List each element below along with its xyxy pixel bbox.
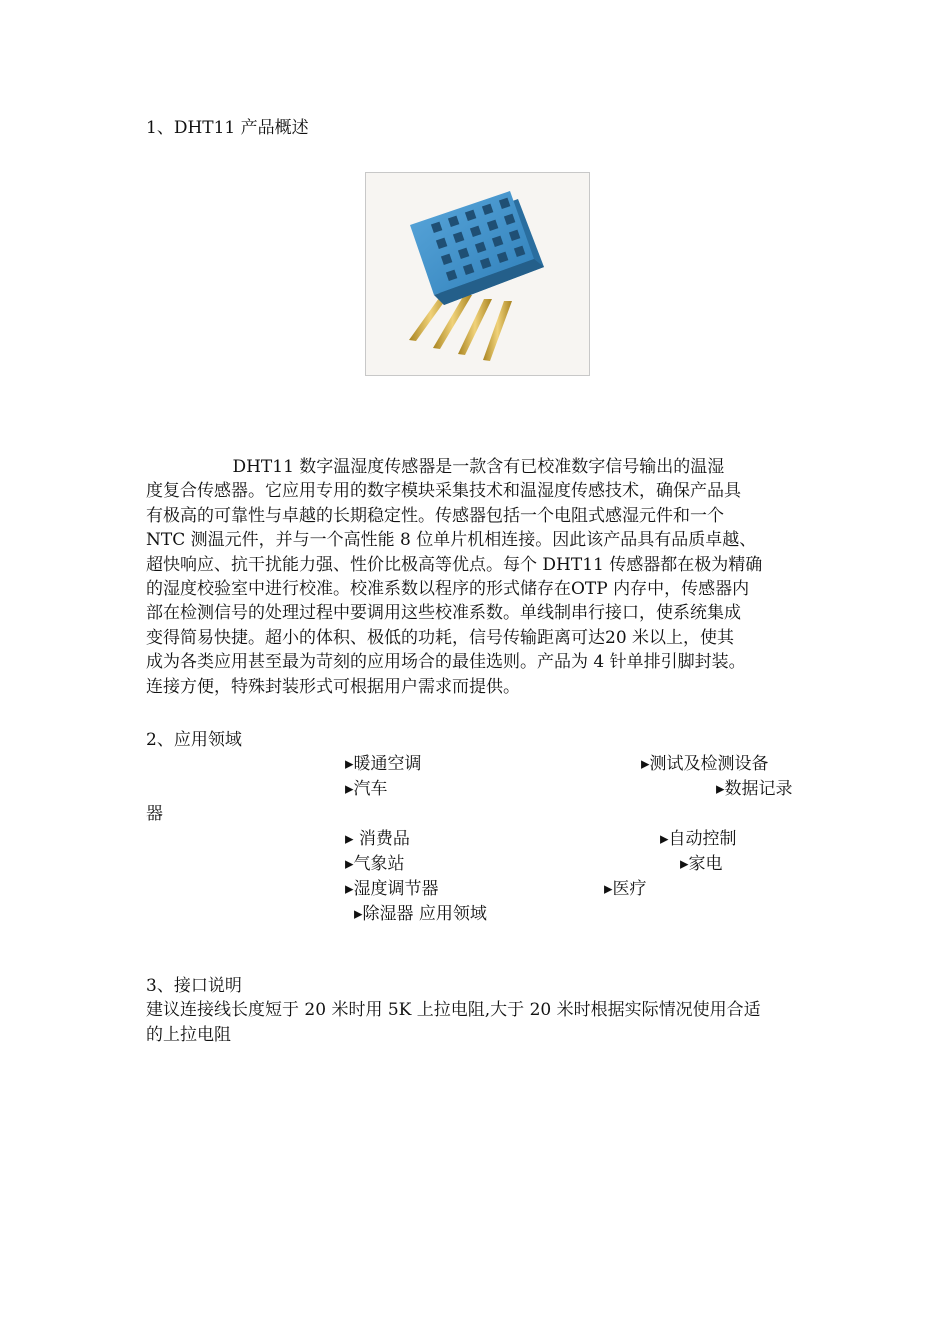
- app-item-consumer: ▸ 消费品: [345, 829, 410, 849]
- paragraph-line: 连接方便，特殊封装形式可根据用户需求而提供。: [146, 676, 520, 697]
- paragraph-line: 有极高的可靠性与卓越的长期稳定性。传感器包括一个电阻式感湿元件和一个: [146, 505, 724, 526]
- section-3-heading: 3、接口说明: [146, 976, 242, 996]
- dht11-sensor-illustration: [366, 173, 589, 375]
- app-item-medical: ▸医疗: [604, 879, 647, 899]
- paragraph-line: 超快响应、抗干扰能力强、性价比极高等优点。每个 DHT11 传感器都在极为精确: [146, 554, 763, 575]
- app-item-weather-station: ▸气象站: [345, 854, 405, 874]
- interface-note-line-1: 建议连接线长度短于 20 米时用 5K 上拉电阻,大于 20 米时根据实际情况使用合适: [146, 1000, 761, 1020]
- paragraph-line: 变得简易快捷。超小的体积、极低的功耗，信号传输距离可达20 米以上，使其: [146, 627, 735, 648]
- paragraph-line: 度复合传感器。它应用专用的数字模块采集技术和温湿度传感技术，确保产品具: [146, 481, 741, 502]
- paragraph-line: DHT11 数字温湿度传感器是一款含有已校准数字信号输出的温湿: [146, 457, 725, 477]
- paragraph-line: 部在检测信号的处理过程中要调用这些校准系数。单线制串行接口，使系统集成: [146, 603, 741, 624]
- paragraph-line: 成为各类应用甚至最为苛刻的应用场合的最佳选则。产品为 4 针单排引脚封装。: [146, 652, 746, 673]
- interface-note-line-2: 的上拉电阻: [146, 1025, 231, 1045]
- section-1-heading: 1、DHT11 产品概述: [146, 118, 309, 138]
- app-item-data-logger-wrap: 器: [146, 804, 163, 824]
- app-item-test-equipment: ▸测试及检测设备: [641, 754, 769, 774]
- paragraph-line: 的湿度校验室中进行校准。校准系数以程序的形式储存在OTP 内存中，传感器内: [146, 578, 750, 599]
- product-overview-paragraph: [146, 455, 811, 699]
- paragraph-line: NTC 测温元件，并与一个高性能 8 位单片机相连接。因此该产品具有品质卓越、: [146, 530, 757, 551]
- app-item-home-appliance: ▸家电: [680, 854, 723, 874]
- dht11-sensor-image: [365, 172, 590, 376]
- app-item-automotive: ▸汽车: [345, 779, 388, 799]
- section-2-heading: 2、应用领域: [146, 730, 242, 750]
- app-item-humidity-regulator: ▸湿度调节器: [345, 879, 439, 899]
- app-item-auto-control: ▸自动控制: [660, 829, 737, 849]
- app-item-dehumidifier: ▸除湿器 应用领域: [354, 904, 487, 924]
- app-item-hvac: ▸暖通空调: [345, 754, 422, 774]
- app-item-data-logger: ▸数据记录: [716, 779, 793, 799]
